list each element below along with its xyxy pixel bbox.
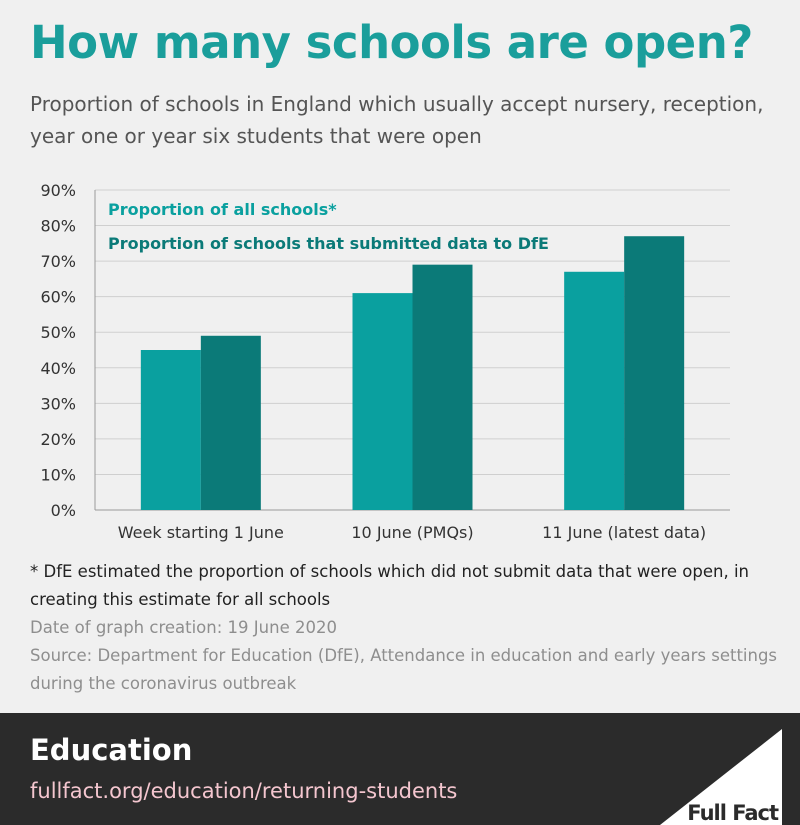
bar: [624, 236, 684, 510]
y-tick-labels: [40, 181, 76, 520]
legend-entry: Proportion of schools that submitted data to DfE: [108, 234, 549, 253]
bar: [353, 293, 413, 510]
legend-entry: Proportion of all schools*: [108, 200, 337, 219]
footer-bar: [0, 713, 800, 825]
bar: [141, 350, 201, 510]
bar: [201, 336, 261, 510]
y-tick-label: 20%: [40, 429, 76, 449]
source-note: Source: Department for Education (DfE), Attendance in education and early years settings during the coronavirus outbreak: [30, 646, 778, 693]
logo-text: Full Fact: [687, 801, 778, 825]
footer-link[interactable]: fullfact.org/education/returning-students: [30, 779, 458, 803]
y-tick-label: 40%: [40, 358, 76, 378]
bar: [413, 265, 473, 510]
legend: [108, 200, 549, 253]
full-fact-logo: [660, 729, 782, 825]
y-tick-label: 80%: [40, 216, 76, 236]
y-tick-label: 70%: [40, 252, 76, 272]
x-category-label: Week starting 1 June: [117, 523, 284, 542]
chart-title: How many schools are open?: [30, 16, 753, 69]
bar: [564, 272, 624, 510]
footnote: * DfE estimated the proportion of schools which did not submit data that were open, in creating this estimate for all schools: [30, 562, 749, 609]
y-tick-label: 60%: [40, 287, 76, 307]
x-category-label: 10 June (PMQs): [351, 523, 474, 542]
footer-topic: Education: [30, 733, 193, 767]
y-tick-label: 10%: [40, 465, 76, 485]
date-of-creation: Date of graph creation: 19 June 2020: [30, 618, 337, 637]
bars: [141, 236, 684, 510]
chart-subtitle: Proportion of schools in England which usually accept nursery, reception, year one or year six students that were open: [30, 92, 764, 148]
y-tick-label: 50%: [40, 323, 76, 343]
y-tick-label: 0%: [50, 501, 76, 520]
bar-chart: [0, 170, 800, 550]
x-category-labels: [118, 523, 706, 542]
x-category-label: 11 June (latest data): [542, 523, 707, 542]
y-tick-label: 90%: [40, 181, 76, 200]
y-tick-label: 30%: [40, 394, 76, 414]
